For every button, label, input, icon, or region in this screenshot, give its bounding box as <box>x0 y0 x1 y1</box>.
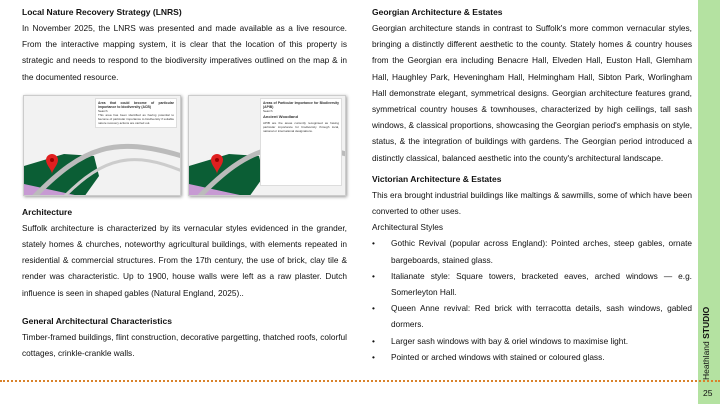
styles-label: Architectural Styles <box>372 222 444 233</box>
map-image-apib <box>188 95 346 196</box>
brand-label <box>701 307 711 380</box>
map-info-panel <box>95 98 177 128</box>
list-item: • Italianate style: Square towers, bracketed eaves, arched windows — e.g. Somerleyton Hall. <box>372 268 692 300</box>
map-info-panel <box>260 98 342 186</box>
general-heading: General Architectural Characteristics <box>22 315 172 326</box>
left-column <box>22 4 347 361</box>
panel-search[interactable]: Search <box>98 108 108 113</box>
panel-text: APIB are the areas currently recognised as having particular importance for biodiversity through local, national or international designations. <box>263 120 339 133</box>
georgian-body: Georgian architecture stands in contrast to Suffolk's more common vernacular styles, bringing a distinctly different aesthetic to the county. Stately homes & country houses from the Georgian era including Benacre Hall, Elveden Hall, Euston Hall, Glemham Hall, Haughley Park, Heveningham Hall, Helmingham Hall, Sibton Park, Worlingham Hall demonstrate elegant, symmetrical designs. Georgian architecture features grand, symmetrical country houses & townhouses, characterized by high ceilings, tall sash windows, & classical proportions, showcasing the Georgian period's emphasis on style, status, & the integration of buildings with gardens. The Georgian period introduced a distinctly classical, balanced aesthetic into the county's architectural landscape. <box>372 23 692 163</box>
architecture-heading: Architecture <box>22 206 73 217</box>
brand-light: Heathland <box>701 338 711 380</box>
map-image-acb <box>23 95 181 196</box>
brand-bold: STUDIO <box>701 306 711 339</box>
georgian-heading: Georgian Architecture & Estates <box>372 7 503 17</box>
footer-divider <box>0 380 720 382</box>
list-item: • Gothic Revival (popular across England): Pointed arches, steep gables, ornate bargeboards, stained glass. <box>372 235 692 267</box>
list-item: • Pointed or arched windows with stained or coloured glass. <box>372 349 692 365</box>
victorian-heading: Victorian Architecture & Estates <box>372 173 502 184</box>
panel-subheading: Ancient Woodland <box>263 113 299 119</box>
panel-text: This area has been identified as having potential to become of particular importance to biodiversity if suitable nature recovery actions are carried out. <box>98 112 174 125</box>
general-body: Timber-framed buildings, flint construction, decorative pargetting, thatched roofs, colorful cottages, crinkle-crankle walls. <box>22 331 347 359</box>
right-column <box>372 4 692 365</box>
list-item: • Larger sash windows with bay & oriel windows to maximise light. <box>372 333 692 349</box>
victorian-body: This era brought industrial buildings like maltings & sawmills, some of which have been converted to other uses. <box>372 189 692 217</box>
list-item: • Queen Anne revival: Red brick with terracotta details, sash windows, gabled dormers. <box>372 300 692 332</box>
architecture-body: Suffolk architecture is characterized by its vernacular styles evidenced in the grander, stately homes & churches, noteworthy agricultural buildings, with elements repeated in residential & commercial structures. From the 17th century, the use of brick, clay tile & render was characteristic. Up to 1900, house walls were left as a raw plaster. Dutch influence is seen in shaped gables (Natural England, 2025).. <box>22 222 347 298</box>
page-number: 25 <box>703 388 713 398</box>
panel-title: Areas of Particular Importance for Biodiversity (APIB) <box>263 100 339 109</box>
lnrs-maps <box>23 95 347 196</box>
lnrs-body: In November 2025, the LNRS was presented and made available as a live resource. From the interactive mapping system, it is clear that the location of this property is strategic and needs to respond to the biodiversity imperatives outlined on the map & in the documented resource. <box>22 23 347 82</box>
lnrs-heading: Local Nature Recovery Strategy (LNRS) <box>22 7 182 17</box>
styles-list <box>372 235 692 365</box>
panel-search[interactable]: Search <box>263 108 273 113</box>
panel-title: Area that could become of particular importance to biodiversity (ACB) <box>98 100 174 109</box>
